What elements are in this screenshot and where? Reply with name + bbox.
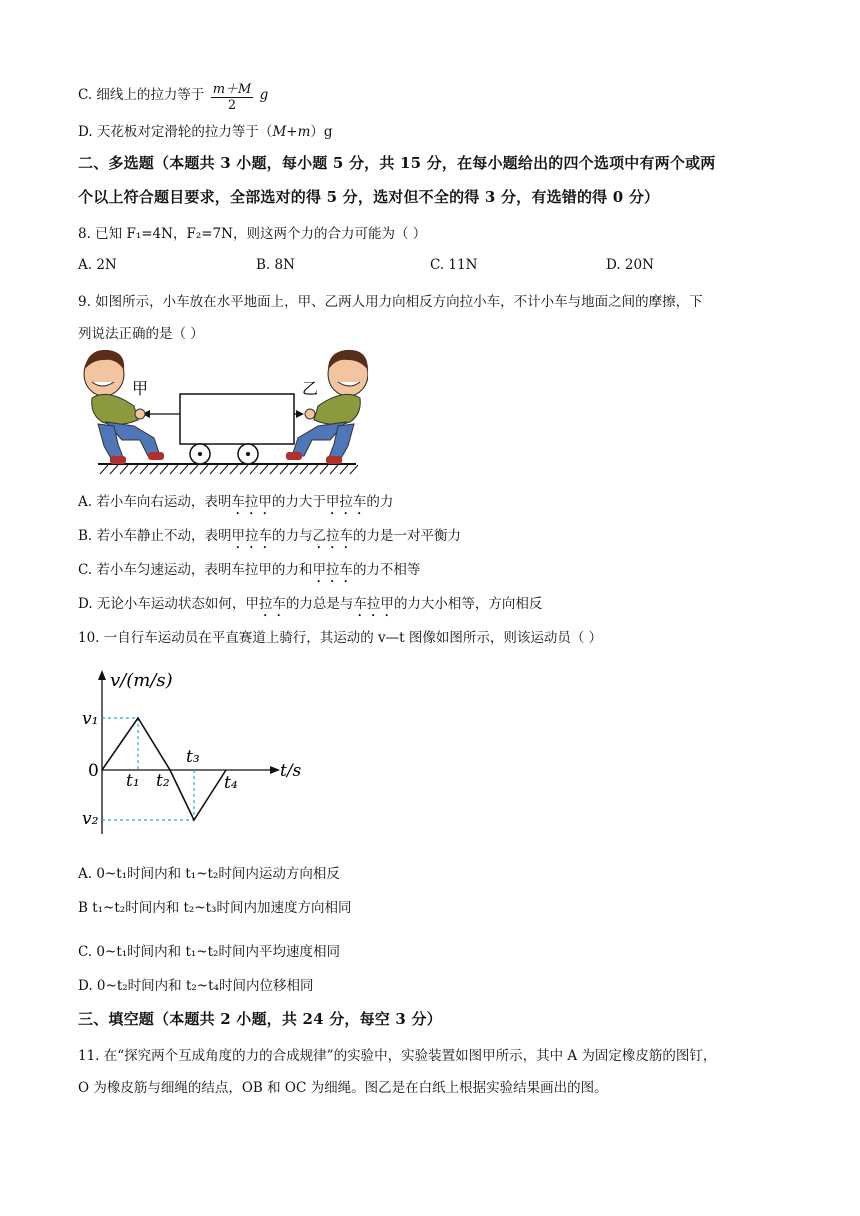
label-jia: 甲 (132, 379, 149, 398)
fraction (211, 78, 254, 113)
q9-c-emph: 甲拉车 (312, 562, 353, 578)
v2-label: v₂ (82, 809, 99, 829)
q9-a-emph: 车拉甲 (231, 494, 272, 510)
q9-b-part: B. 若小车静止不动，表明 (78, 528, 232, 544)
q7-d-suffix: ）g (310, 124, 333, 140)
q7-c-text: C. 细线上的拉力等于 (78, 87, 205, 103)
q9-b-part: 的力与 (272, 528, 313, 544)
q9-d-part: D. 无论小车运动状态如何，甲 (78, 596, 259, 612)
q8-option-a: A. 2N (78, 257, 117, 273)
q9-a-part: 的力大于 (271, 494, 326, 510)
v-axis-label: v/(m/s) (110, 670, 173, 691)
t-axis-arrow (270, 766, 280, 774)
origin-label: 0 (88, 761, 99, 781)
q9-option-a (78, 490, 393, 518)
q9-d-part: 的力总是与 (285, 596, 354, 612)
q8-stem: 8. 已知 F₁=4N，F₂=7N，则这两个力的合力可能为（ ） (78, 226, 427, 242)
q8-option-b: B. 8N (256, 257, 295, 273)
q10-stem: 10. 一自行车运动员在平直赛道上骑行，其运动的 v—t 图像如图所示，则该运动员（ ） (78, 630, 603, 646)
tug-cart-figure (78, 348, 368, 476)
q9-b-emph: 乙拉车 (312, 528, 354, 544)
q9-d-emph: 拉车 (258, 596, 286, 612)
q9-d-emph: 车拉甲 (353, 596, 394, 612)
person-jia (84, 350, 164, 464)
q9-option-c (78, 558, 420, 586)
v1-label: v₁ (82, 709, 99, 729)
q7-option-c (78, 78, 268, 113)
q9-option-d (78, 592, 542, 620)
q10-option-c: C. 0~t₁时间内和 t₁~t₂时间内平均速度相同 (78, 944, 340, 960)
section-2-heading-line2: 个以上符合题目要求，全部选对的得 5 分，选对但不全的得 3 分，有选错的得 0 分） (78, 188, 660, 206)
t4-label: t₄ (224, 773, 238, 793)
vt-line (102, 718, 226, 820)
q7-d-text: D. 天花板对定滑轮的拉力等于（ (78, 124, 273, 140)
q8-option-c: C. 11N (430, 257, 478, 273)
q9-stem-line2: 列说法正确的是（ ） (78, 326, 204, 342)
t2-label: t₂ (156, 771, 170, 791)
q11-line2: O 为橡皮筋与细绳的结点，OB 和 OC 为细绳。图乙是在白纸上根据实验结果画出的图。 (78, 1080, 608, 1096)
ground-hatch (100, 465, 358, 474)
section-3-heading: 三、填空题（本题共 2 小题，共 24 分，每空 3 分） (78, 1010, 442, 1028)
t1-label: t₁ (126, 771, 140, 791)
fraction-numerator: m＋M (211, 78, 254, 98)
q7-option-d (78, 120, 333, 140)
q9-stem-line1: 9. 如图所示，小车放在水平地面上，甲、乙两人用力向相反方向拉小车，不计小车与地面之间的摩擦，下 (78, 294, 703, 310)
t3-label: t₃ (186, 747, 200, 767)
q9-c-part: C. 若小车匀速运动，表明车拉甲的力和 (78, 562, 313, 578)
q9-a-part: 的力 (366, 494, 394, 510)
label-yi: 乙 (302, 379, 319, 398)
section-2-heading-line1: 二、多选题（本题共 3 小题，每小题 5 分，共 15 分，在每小题给出的四个选项中有两个或两 (78, 154, 716, 172)
q9-a-emph: 甲拉车 (325, 494, 367, 510)
vt-graph (78, 662, 318, 840)
q8-option-d: D. 20N (606, 257, 654, 273)
q9-b-emph: 甲拉车 (231, 528, 273, 544)
q9-d-part: 的力大小相等，方向相反 (393, 596, 543, 612)
q9-c-part: 的力不相等 (352, 562, 421, 578)
q11-line1: 11. 在“探究两个互成角度的力的合成规律”的实验中，实验装置如图甲所示，其中 A 为固定橡皮筋的图钉， (78, 1048, 717, 1064)
q9-option-b (78, 524, 461, 552)
v-axis-arrow (98, 670, 106, 680)
person-yi (286, 350, 368, 464)
q10-option-b: B t₁~t₂时间内和 t₂~t₃时间内加速度方向相同 (78, 900, 352, 916)
q10-option-a: A. 0~t₁时间内和 t₁~t₂时间内运动方向相反 (78, 866, 340, 882)
q9-b-part: 的力是一对平衡力 (353, 528, 462, 544)
q9-a-part: A. 若小车向右运动，表明 (78, 494, 232, 510)
cart-body (180, 394, 294, 444)
q7-d-var: M+m (272, 124, 311, 140)
q7-c-g: g (259, 87, 269, 103)
t-axis-label: t/s (280, 761, 302, 781)
fraction-denominator: 2 (227, 98, 237, 113)
q10-option-d: D. 0~t₂时间内和 t₂~t₄时间内位移相同 (78, 978, 314, 994)
